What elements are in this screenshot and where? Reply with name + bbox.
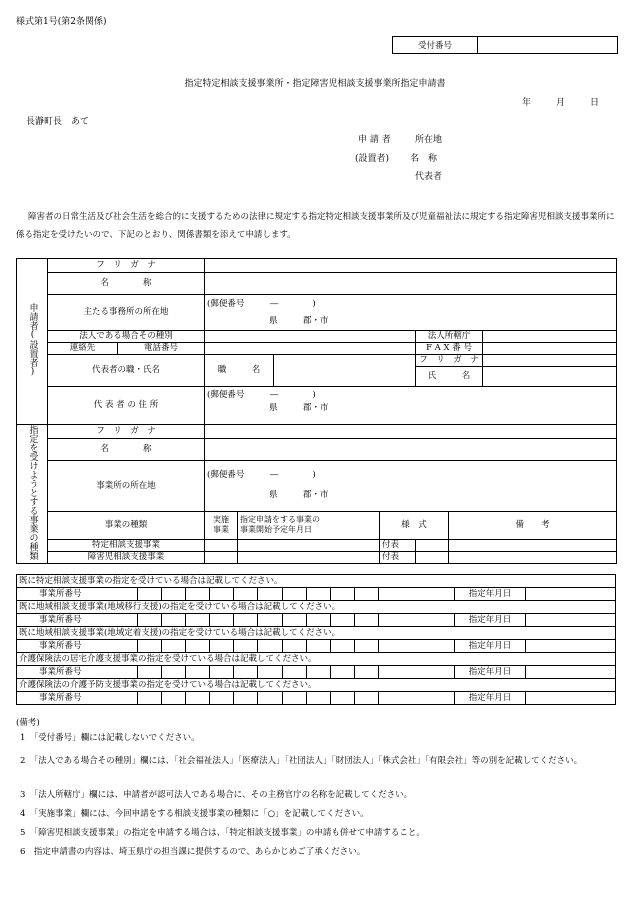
applicant-label: 申 請 者 xyxy=(358,135,391,145)
office-address-label: 事業所の所在地 xyxy=(48,461,205,512)
office-postal-line[interactable]: (郵便番号 ― ) xyxy=(205,461,617,490)
note-1: 1 「受付番号」欄には記載しないでください。 xyxy=(20,733,200,743)
office-no-field[interactable] xyxy=(137,666,378,678)
receipt-number-field[interactable] xyxy=(478,37,617,53)
svc2-attach: 付表 xyxy=(380,551,416,563)
applicant-name-label: 名 称 xyxy=(410,154,438,164)
rep-address-label: 代 表 者 の 住 所 xyxy=(48,387,205,425)
service-type-header: 事業の種類 xyxy=(48,511,205,539)
designated-date-label: 指定年月日 xyxy=(454,692,525,704)
pref-city-line[interactable]: 県 郡・市 xyxy=(205,313,617,331)
svc1-start-date[interactable] xyxy=(238,539,380,551)
office-no-field[interactable] xyxy=(137,640,378,652)
office-furigana-field[interactable] xyxy=(205,425,617,439)
designated-date-field[interactable] xyxy=(525,666,615,678)
rep-pref-city-line[interactable]: 県 郡・市 xyxy=(205,403,617,415)
rep-postal-line[interactable]: (郵便番号 ― ) xyxy=(205,387,617,403)
date-month: 月 xyxy=(556,98,566,108)
remarks-header: 備 考 xyxy=(449,511,617,539)
body-text: 障害者の日常生活及び社会生活を総合的に支援するための法律に規定する指定特定相談支援事業所及び児童福祉法に規定する指定障害児相談支援事業所に係る指定を受けたいので、下記のとおり、関係書類を添えて申請します。 xyxy=(16,212,615,240)
designated-date-label: 指定年月日 xyxy=(454,666,525,678)
name-field[interactable] xyxy=(205,273,617,295)
prior-row-1 xyxy=(16,587,616,600)
prior-heading-5: 介護保険法の介護予防支援事業の指定を受けている場合は記載してください。 xyxy=(16,678,616,691)
designated-date-label: 指定年月日 xyxy=(454,588,525,600)
office-no-label: 事業所番号 xyxy=(39,641,82,651)
office-no-field[interactable] xyxy=(137,614,378,626)
svc1-remarks[interactable] xyxy=(449,539,617,551)
application-table xyxy=(16,258,617,564)
prior-designations xyxy=(16,574,616,705)
postal-code-line[interactable]: (郵便番号 ― ) xyxy=(205,295,617,313)
furigana-field[interactable] xyxy=(205,259,617,273)
designated-date-field[interactable] xyxy=(525,640,615,652)
svc2-remarks[interactable] xyxy=(449,551,617,563)
prior-heading-3: 既に地域相談支援事業(地域定着支援)の指定を受けている場合は記載してください。 xyxy=(16,626,616,639)
svc2-format-blank xyxy=(416,551,449,563)
founder-label: (設置者) xyxy=(355,154,390,164)
office-no-field[interactable] xyxy=(137,588,378,600)
prior-row-3 xyxy=(16,639,616,652)
prior-heading-1: 既に特定相談支援事業の指定を受けている場合は記載してください。 xyxy=(16,574,616,587)
office-no-field[interactable] xyxy=(137,692,378,704)
applicant-address-label: 所在地 xyxy=(415,135,443,145)
office-pref-city-line[interactable]: 県 郡・市 xyxy=(205,489,617,501)
rep-address-field[interactable] xyxy=(205,415,617,425)
fax-field[interactable] xyxy=(483,343,617,355)
phone-label: 電話番号 xyxy=(118,343,205,355)
furigana2-label: フ リ ガ ナ xyxy=(416,355,483,367)
phone-field[interactable] xyxy=(205,343,416,355)
designated-date-field[interactable] xyxy=(525,614,615,626)
note-5: 5 「障害児相談支援事業」の指定を申請する場合は、「特定相談支援事業」の申請も併せて申請すること。 xyxy=(20,828,425,838)
notes-heading: (備考) xyxy=(16,718,40,728)
designated-date-field[interactable] xyxy=(525,588,615,600)
implement-header: 実施 事業 xyxy=(205,511,238,539)
designated-date-label: 指定年月日 xyxy=(454,640,525,652)
office-name-field[interactable] xyxy=(205,439,617,461)
office-no-label: 事業所番号 xyxy=(39,615,82,625)
office-furigana-label: フ リ ガ ナ xyxy=(48,425,205,439)
corp-office-label: 法人所轄庁 xyxy=(416,331,483,343)
prior-heading-4: 介護保険法の居宅介護支援事業の指定を受けている場合は記載してください。 xyxy=(16,652,616,665)
note-2: 2 「法人である場合その種別」欄には、「社会福祉法人」「医療法人」「社団法人」「財団法人」「株式会社」「有限会社」等の別を記載してください。 xyxy=(20,756,583,766)
designated-date-label: 指定年月日 xyxy=(454,614,525,626)
office-no-label: 事業所番号 xyxy=(39,667,82,677)
job-field[interactable] xyxy=(274,355,416,387)
office-address-field[interactable] xyxy=(205,501,617,511)
date-year: 年 xyxy=(522,98,532,108)
corp-office-field[interactable] xyxy=(483,331,617,343)
name-label: 名 称 xyxy=(48,273,205,295)
office-name-label: 名 称 xyxy=(48,439,205,461)
corp-type-label: 法人である場合その種別 xyxy=(48,331,205,343)
main-office-label: 主たる事務所の所在地 xyxy=(48,295,205,331)
fax-label: F A X 番 号 xyxy=(416,343,483,355)
job-label: 職 名 xyxy=(205,355,274,387)
svc2-implement[interactable] xyxy=(205,551,238,563)
date-day: 日 xyxy=(590,98,600,108)
format-header: 様 式 xyxy=(380,511,449,539)
note-4: 4 「実施事業」欄には、今回申請をする相談支援事業の種類に「○」を記載してください。 xyxy=(20,809,369,819)
svc1-attach: 付表 xyxy=(380,539,416,551)
furigana-label: フ リ ガ ナ xyxy=(48,259,205,273)
corp-type-field[interactable] xyxy=(205,331,416,343)
svc1-implement[interactable] xyxy=(205,539,238,551)
form-number: 様式第1号(第2条関係) xyxy=(16,17,107,27)
start-date-header: 指定申請をする事業の 事業開始予定年月日 xyxy=(238,511,380,539)
prior-row-5 xyxy=(16,691,616,705)
contact-label: 連絡先 xyxy=(48,343,118,355)
office-no-label: 事業所番号 xyxy=(39,693,82,703)
furigana2-field[interactable] xyxy=(483,355,617,367)
section-service-type: 指定を受けようとする事業の種類 xyxy=(17,425,48,564)
svc1-format-blank xyxy=(416,539,449,551)
svc1-label: 特定相談支援事業 xyxy=(48,539,205,551)
svc2-start-date[interactable] xyxy=(238,551,380,563)
svc2-label: 障害児相談支援事業 xyxy=(48,551,205,563)
prior-heading-2: 既に地域相談支援事業(地域移行支援)の指定を受けている場合は記載してください。 xyxy=(16,600,616,613)
page-title: 指定特定相談支援事業所・指定障害児相談支援事業所指定申請書 xyxy=(184,79,446,89)
office-no-label: 事業所番号 xyxy=(39,589,82,599)
prior-row-2 xyxy=(16,613,616,626)
receipt-number-box xyxy=(392,36,618,54)
rep-title-label: 代表者の職・氏名 xyxy=(48,355,205,387)
receipt-number-label: 受付番号 xyxy=(393,37,478,53)
addressee: 長瀞町長 あて xyxy=(26,117,90,127)
designated-date-field[interactable] xyxy=(525,692,615,704)
prior-row-4 xyxy=(16,665,616,678)
section-applicant: 申請者(設置者) xyxy=(17,259,48,425)
note-6: 6 指定申請書の内容は、埼玉県庁の担当課に提供するので、あらかじめご了承ください。 xyxy=(20,847,366,857)
fullname-field[interactable] xyxy=(483,367,617,387)
note-3: 3 「法人所轄庁」欄には、申請者が認可法人である場合に、その主務官庁の名称を記載してください。 xyxy=(20,790,413,800)
applicant-rep-label: 代表者 xyxy=(415,172,443,182)
fullname-label: 氏 名 xyxy=(416,367,483,387)
